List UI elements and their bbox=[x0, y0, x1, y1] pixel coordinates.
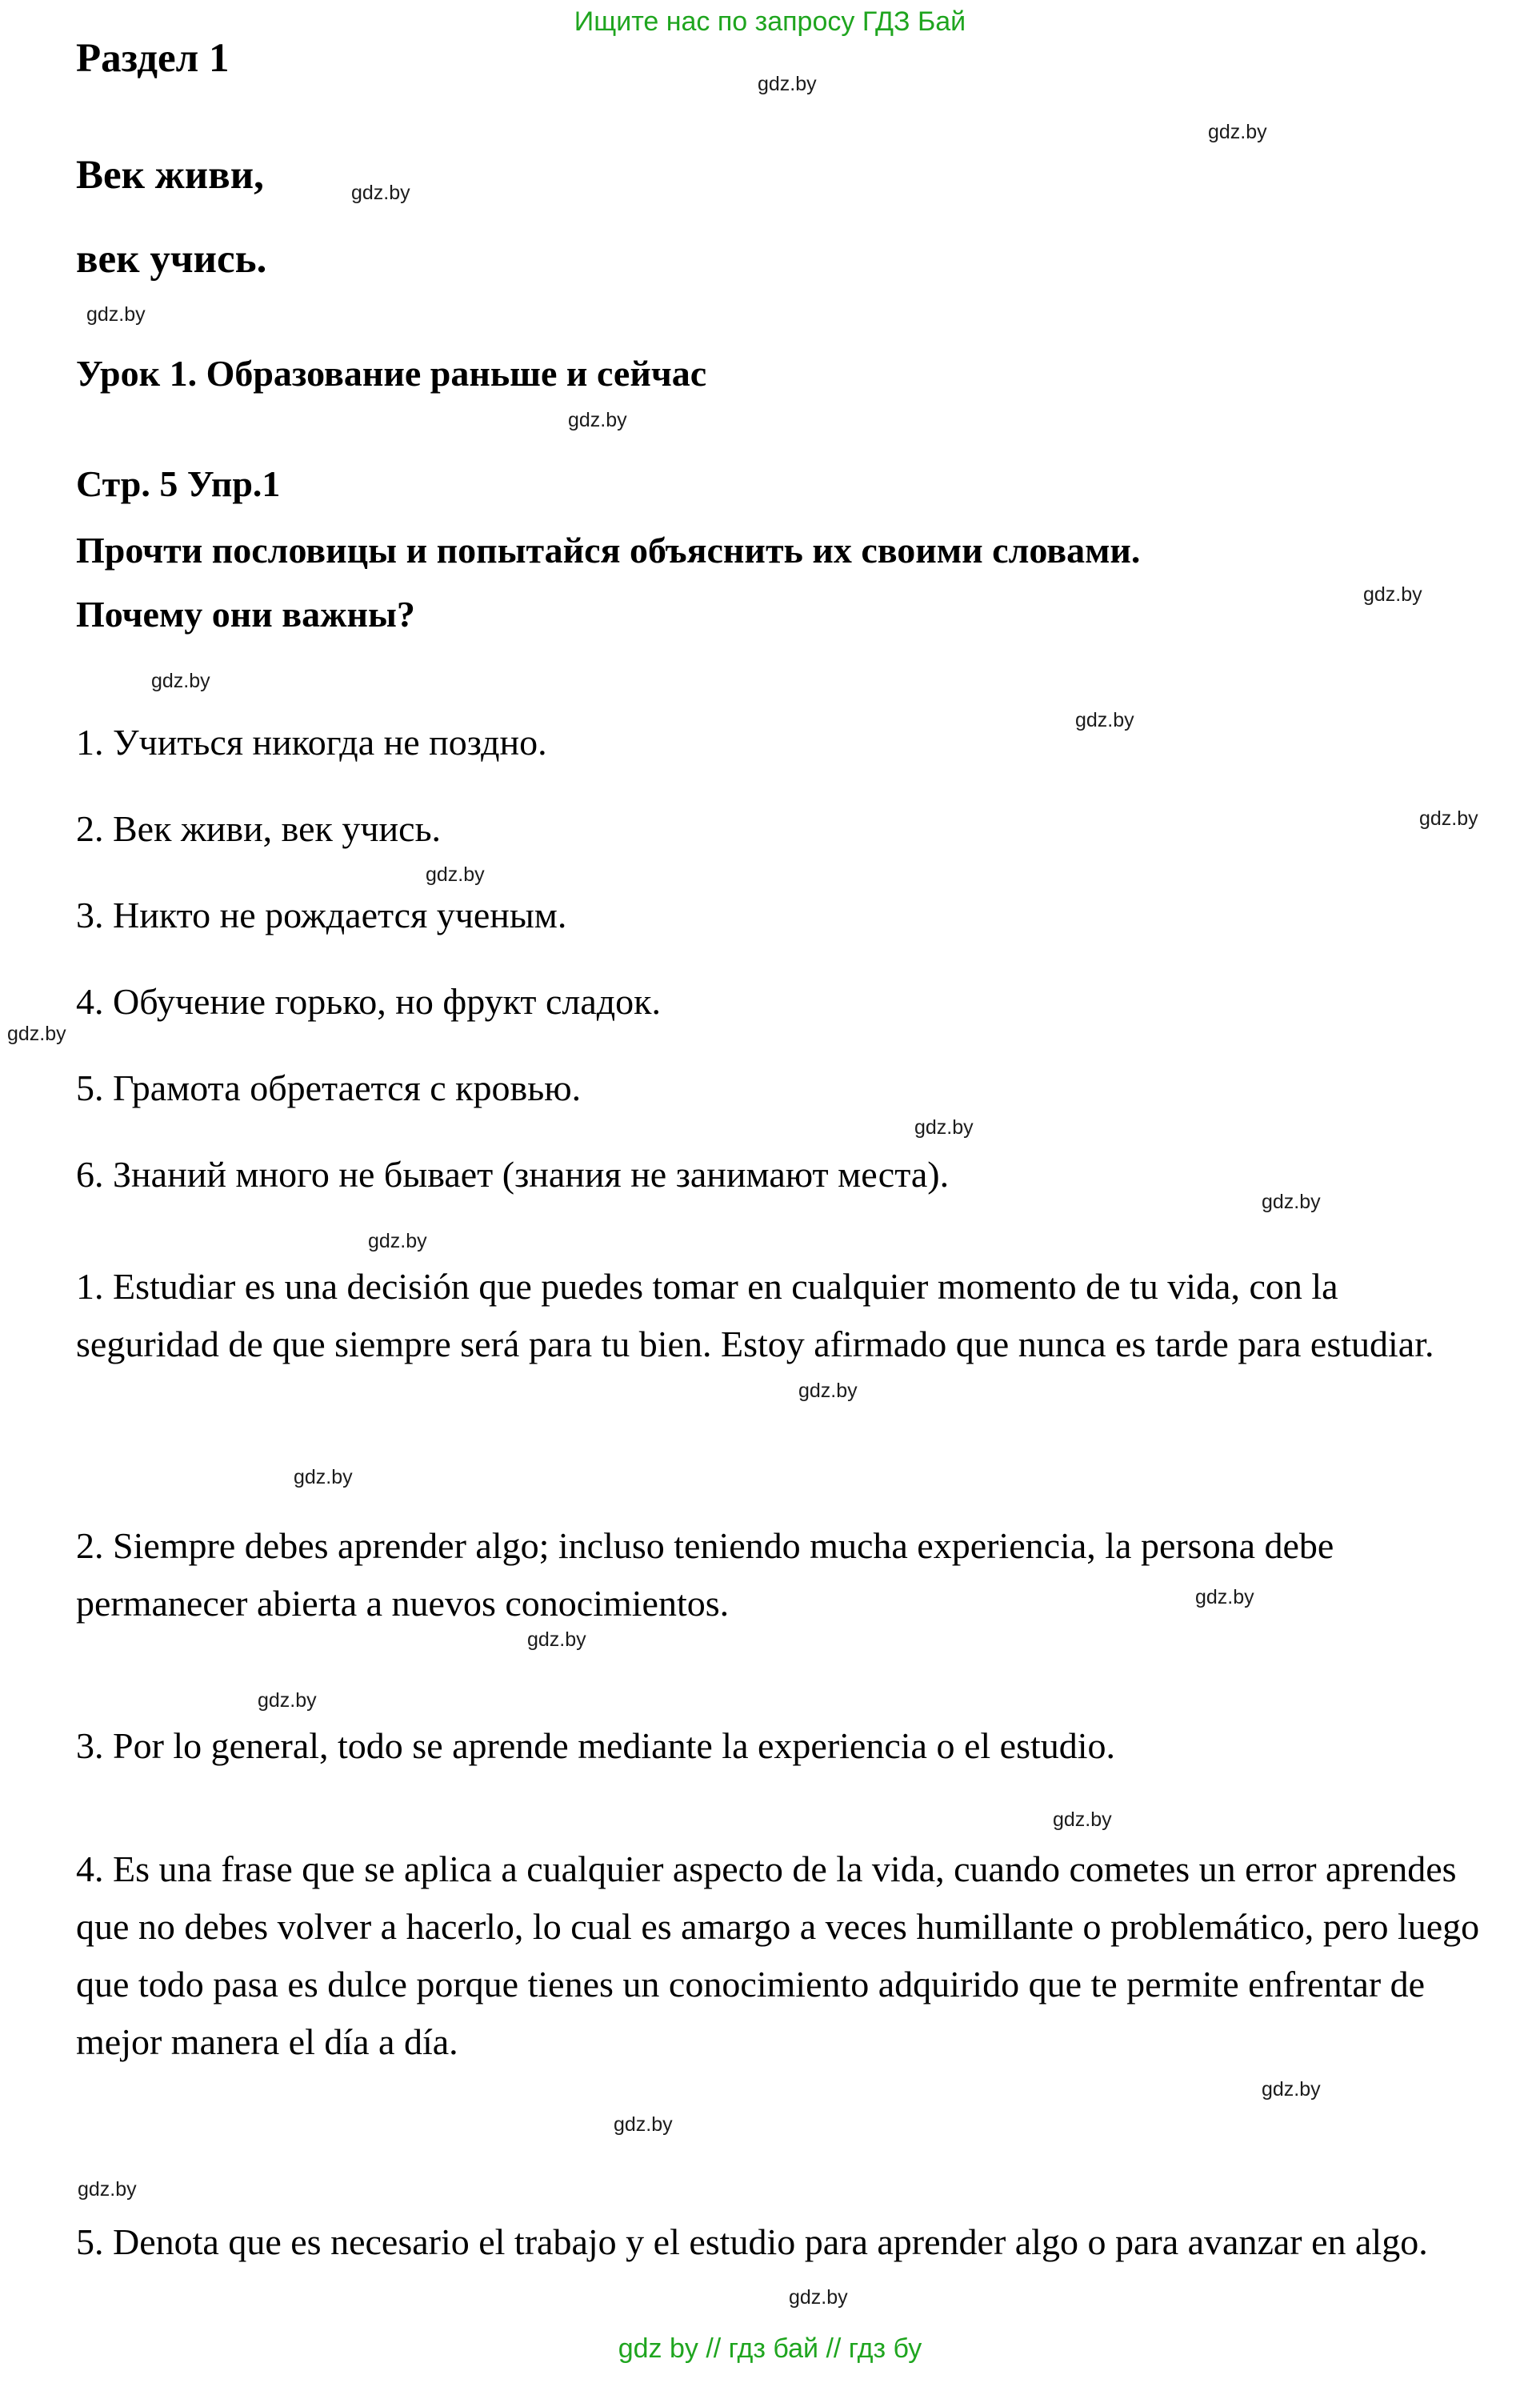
gdz-watermark: gdz.by bbox=[1262, 2078, 1321, 2101]
answer-paragraph-1: 1. Estudiar es una decisión que puedes tomar en cualquier momento de tu vida, con la seguridad de que siempre será para tu bien. Estoy afirmado que nunca es tarde para estudiar. bbox=[76, 1266, 1434, 1364]
gdz-watermark: gdz.by bbox=[914, 1116, 974, 1139]
answer-paragraph-3: 3. Por lo general, todo se aprende mediante la experiencia o el estudio. bbox=[76, 1725, 1116, 1766]
gdz-watermark: gdz.by bbox=[258, 1689, 317, 1712]
answer-paragraph-2: 2. Siempre debes aprender algo; incluso teniendo mucha experiencia, la persona debe permanecer abierta a nuevos conocimientos. bbox=[76, 1525, 1334, 1624]
gdz-watermark: gdz.by bbox=[789, 2286, 848, 2309]
gdz-watermark: gdz.by bbox=[7, 1023, 66, 1045]
answer-paragraph-4: 4. Es una frase que se aplica a cualquier aspecto de la vida, cuando cometes un error aprendes que no debes volver a hacerlo, lo cual es amargo a veces humillante o problemático, pero luego que todo pasa es dulce porque tienes un conocimiento adquirido que te permite enfrentar de mejor manera el día a día. bbox=[76, 1848, 1480, 2062]
gdz-watermark: gdz.by bbox=[1195, 1586, 1254, 1608]
top-banner-text: Ищите нас по запросу ГДЗ Бай bbox=[574, 6, 966, 37]
gdz-watermark: gdz.by bbox=[568, 409, 627, 431]
proverb-item-5: 5. Грамота обретается с кровью. bbox=[76, 1067, 582, 1108]
gdz-watermark: gdz.by bbox=[614, 2113, 673, 2136]
answer-paragraph-5: 5. Denota que es necesario el trabajo y el estudio para aprender algo o para avanzar en algo. bbox=[76, 2221, 1428, 2262]
footer-text: gdz by // гдз бай // гдз бу bbox=[618, 2333, 922, 2364]
gdz-watermark: gdz.by bbox=[368, 1230, 427, 1252]
gdz-watermark: gdz.by bbox=[294, 1466, 353, 1488]
lesson-heading: Урок 1. Образование раньше и сейчас bbox=[76, 353, 707, 394]
book-title-line1: Век живи, bbox=[76, 153, 264, 198]
gdz-watermark: gdz.by bbox=[798, 1380, 858, 1402]
proverb-item-3: 3. Никто не рождается ученым. bbox=[76, 895, 567, 935]
task-text-line2: Почему они важны? bbox=[76, 594, 415, 635]
gdz-watermark: gdz.by bbox=[86, 303, 146, 326]
gdz-watermark: gdz.by bbox=[351, 182, 410, 204]
gdz-watermark: gdz.by bbox=[1053, 1808, 1112, 1831]
proverb-item-1: 1. Учиться никогда не поздно. bbox=[76, 722, 547, 763]
proverb-item-4: 4. Обучение горько, но фрукт сладок. bbox=[76, 981, 661, 1022]
section-heading: Раздел 1 bbox=[76, 36, 230, 81]
gdz-watermark: gdz.by bbox=[426, 863, 485, 886]
gdz-watermark: gdz.by bbox=[1075, 709, 1134, 731]
proverbs-list bbox=[76, 720, 1492, 1239]
gdz-watermark: gdz.by bbox=[151, 670, 210, 692]
exercise-heading: Стр. 5 Упр.1 bbox=[76, 463, 281, 504]
proverb-item-6: 6. Знаний много не бывает (знания не занимают места). bbox=[76, 1154, 950, 1195]
task-text-line1: Прочти пословицы и попытайся объяснить их своими словами. bbox=[76, 530, 1141, 571]
task-text bbox=[76, 519, 1492, 647]
gdz-watermark: gdz.by bbox=[758, 73, 817, 95]
gdz-watermark: gdz.by bbox=[1419, 807, 1478, 830]
gdz-watermark: gdz.by bbox=[1363, 583, 1422, 606]
proverb-item-2: 2. Век живи, век учись. bbox=[76, 808, 442, 849]
gdz-watermark: gdz.by bbox=[1262, 1191, 1321, 1213]
book-title-line2: век учись. bbox=[76, 237, 267, 282]
gdz-watermark: gdz.by bbox=[78, 2178, 137, 2201]
gdz-watermark: gdz.by bbox=[1208, 121, 1267, 143]
gdz-watermark: gdz.by bbox=[527, 1628, 586, 1651]
